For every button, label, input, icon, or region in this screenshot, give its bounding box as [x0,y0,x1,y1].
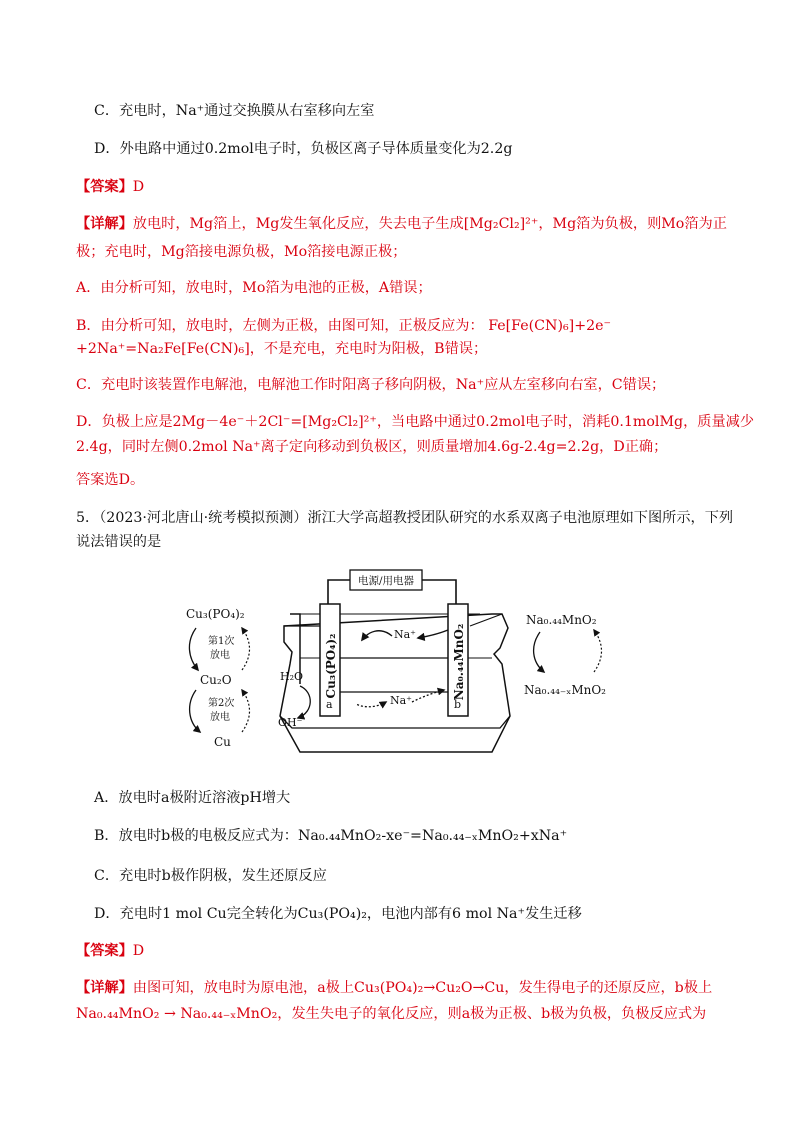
option-5-d: D．充电时1 mol Cu完全转化为Cu₃(PO₄)₂，电池内部有6 mol Na⁺发生迁移 [94,906,582,922]
left-bottom-formula: Cu [214,735,231,749]
na-ion-lower: Na⁺ [390,694,412,707]
oh-label: OH⁻ [278,716,303,729]
answer-1 [76,177,144,197]
answer-2 [76,941,144,961]
detail-label: 【详解】 [76,980,133,996]
electrode-b-label: b [454,698,462,711]
h2o-label: H₂O [280,670,304,683]
detail-1-line-1: 【详解】放电时，Mg箔上，Mg发生氧化反应，失去电子生成[Mg₂Cl₂]²⁺，Mg箔为负极，则Mo箔为正 [76,216,727,232]
left-mid-formula: Cu₂O [200,673,232,687]
second-discharge-label-2: 放电 [210,712,230,723]
na-upper-arrow-right [418,630,448,638]
detail-1-b1: B．由分析可知，放电时，左侧为正极，由图可知，正极反应为： Fe[Fe(CN)₆]+2e⁻ [76,318,612,334]
first-discharge-label-2: 放电 [210,650,230,661]
answer-value: D [132,943,145,959]
power-box-label: 电源/用电器 [357,575,415,587]
detail-1-b2: +2Na⁺=Na₂Fe[Fe(CN)₆]，不是充电，充电时为阳极，B错误； [76,341,488,357]
detail-1-d2: 2.4g，同时左侧0.2mol Na⁺离子定向移动到负极区，则质量增加4.6g-2.4g=2.2g，D正确； [76,439,668,455]
answer-value: D [132,179,145,195]
detail-1-line-2: 极；充电时，Mg箔接电源负极，Mo箔接电源正极； [76,244,407,260]
container-inner-wall [280,716,510,728]
detail-1-d1: D．负极上应是2Mg－4e⁻＋2Cl⁻=[Mg₂Cl₂]²⁺，当电路中通过0.2mol电子时，消耗0.1molMg，质量减少 [76,414,755,430]
detail-label: 【详解】 [76,216,133,232]
option-5-a: A．放电时a极附近溶液pH增大 [94,790,291,806]
electrode-a-formula: Cu₃(PO₄)₂ [324,633,338,699]
option-c-prev: C．充电时，Na⁺通过交换膜从右室移向左室 [94,103,375,119]
right-bottom-formula: Na₀.₄₄₋ₓMnO₂ [524,683,606,697]
option-5-c: C．充电时b极作阴极，发生还原反应 [94,868,327,884]
na-upper-arrow-left [362,631,392,640]
second-discharge-arrow [190,690,200,732]
question-5-line-1: 5．（2023·河北唐山·统考模拟预测）浙江大学高超教授团队研究的水系双离子电池原理如下图所示，下列 [76,510,734,526]
detail-1-c: C．充电时该装置作电解池，电解池工作时阳离子移向阴极，Na⁺应从左室移向右室，C错误； [76,377,666,393]
first-charge-arrow [242,628,250,670]
detail-1-conclusion: 答案选D。 [76,472,145,488]
detail-1-a: A．由分析可知，放电时，Mo箔为电池的正极，A错误； [76,280,432,296]
first-discharge-label-1: 第1次 [208,636,235,647]
answer-label: 【答案】 [76,943,133,959]
answer-label: 【答案】 [76,179,133,195]
electrode-b-formula: Na₀.₄₄MnO₂ [452,623,466,701]
second-discharge-label-1: 第2次 [208,698,235,709]
right-top-formula: Na₀.₄₄MnO₂ [526,613,597,627]
right-discharge-arrow [534,632,544,672]
battery-diagram [180,566,620,758]
detail-2-line-1: 【详解】由图可知，放电时为原电池，a极上Cu₃(PO₄)₂→Cu₂O→Cu，发生得电子的还原反应，b极上 [76,980,713,996]
option-5-b: B．放电时b极的电极反应式为：Na₀.₄₄MnO₂-xe⁻=Na₀.₄₄₋ₓMnO₂+xNa⁺ [94,828,568,844]
na-ion-upper: Na⁺ [394,628,416,641]
right-charge-arrow [594,630,602,672]
question-5-line-2: 说法错误的是 [76,534,162,550]
first-discharge-arrow [189,628,198,670]
h2o-oh-arrow [298,686,310,718]
membrane-edge-right [470,614,502,626]
second-charge-arrow [242,690,250,732]
na-lower-arrow-left [356,702,386,707]
electrode-a-label: a [326,698,333,711]
detail-2-line-2: Na₀.₄₄MnO₂ → Na₀.₄₄₋ₓMnO₂，发生失电子的氧化反应，则a极为正极、b极为负极，负极反应式为 [76,1006,707,1022]
left-top-formula: Cu₃(PO₄)₂ [186,607,245,621]
option-d-prev: D．外电路中通过0.2mol电子时，负极区离子导体质量变化为2.2g [94,141,513,157]
